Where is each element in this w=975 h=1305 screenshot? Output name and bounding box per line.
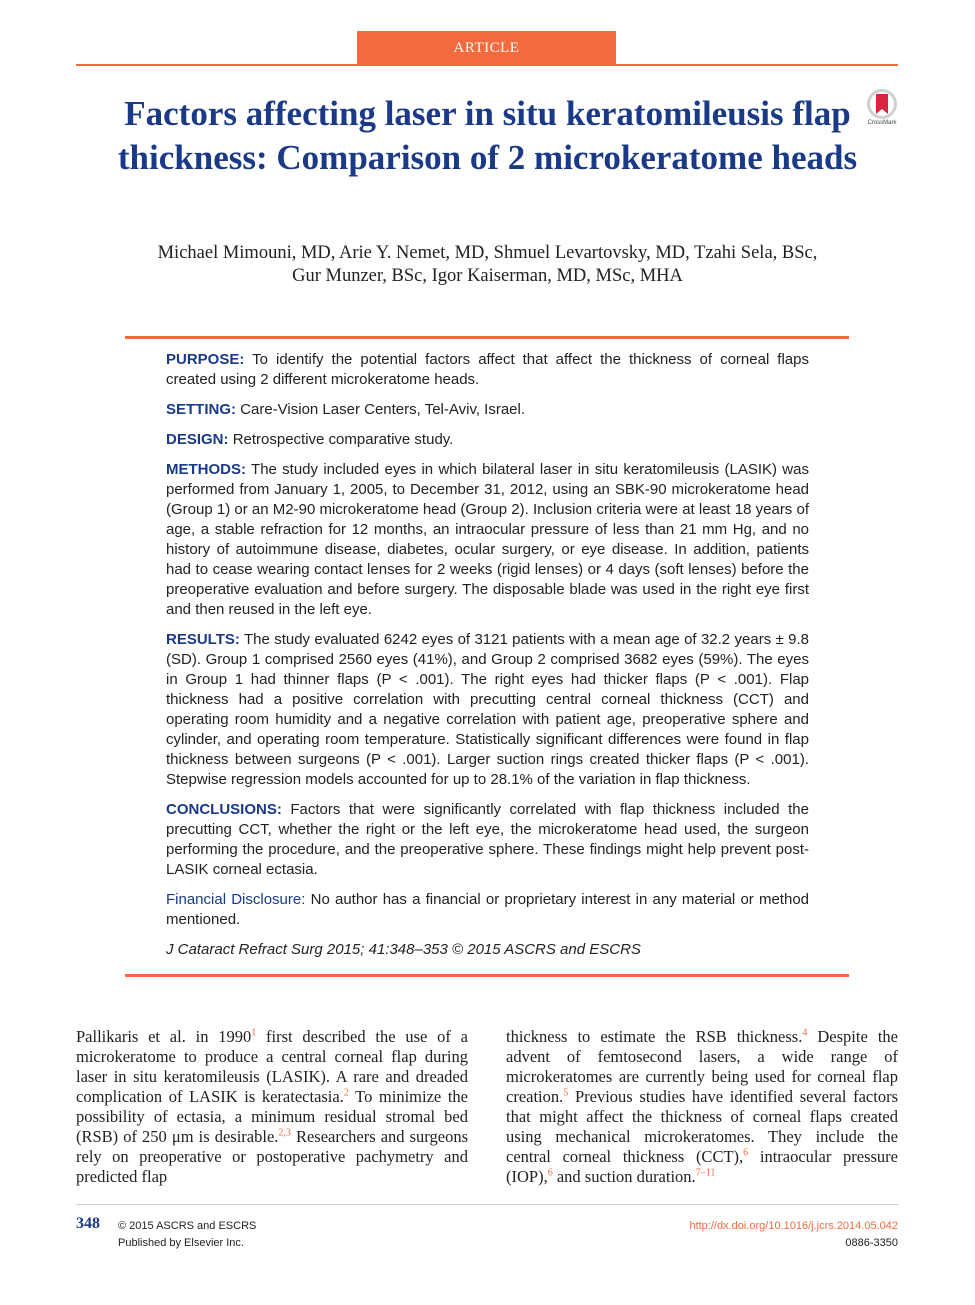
reference-link[interactable]: 1 bbox=[251, 1027, 257, 1039]
section-tab: ARTICLE bbox=[357, 31, 616, 64]
body-column-right bbox=[506, 1027, 898, 1187]
footer-issn: 0886-3350 bbox=[845, 1237, 898, 1249]
reference-link[interactable]: 6 bbox=[547, 1167, 553, 1179]
crossmark-label: CrossMark bbox=[867, 120, 897, 126]
abstract-setting: SETTING: Care-Vision Laser Centers, Tel-Aviv, Israel. bbox=[166, 401, 526, 418]
abstract-bottom-rule bbox=[125, 974, 849, 977]
reference-link[interactable]: 6 bbox=[743, 1147, 749, 1159]
reference-link[interactable]: 2 bbox=[343, 1087, 349, 1099]
footer-right bbox=[689, 1218, 898, 1252]
abstract-methods: METHODS: The study included eyes in which bilateral laser in situ keratomileusis (LASIK) was performed from January 1, 2005, to December 31, 2012, using an SBK-90 microkeratome head (Group 1) or an M2-90 microkeratome head (Group 2). Inclusion criteria were at least 18 years of age, a stable refraction for 12 months, an intraocular pressure of less than 21 mm Hg, and no history of autoimmune disease, diabetes, ocular surgery, or eye disease. In addition, patients had to cease wearing contact lenses for 2 weeks (rigid lenses) or 4 days (soft lenses) before the preoperative evaluation and before surgery. The disposable blade was used in the right eye first and then reused in the left eye. bbox=[166, 461, 809, 618]
header-rule bbox=[76, 64, 898, 66]
reference-link[interactable]: 5 bbox=[563, 1087, 569, 1099]
abstract bbox=[166, 350, 809, 970]
abstract-results: RESULTS: The study evaluated 6242 eyes of 3121 patients with a mean age of 32.2 years ± 9.8 (SD). Group 1 comprised 2560 eyes (41%), and Group 2 comprised 3682 eyes (59%). The eyes in Group 1 had thinner flaps (P < .001). The right eyes had thicker flaps (P < .001). Flap thickness had a positive correlation with precutting central corneal thickness (CCT) and operating room humidity and a negative correlation with patient age, preoperative sphere and cylinder, and operating room temperature. Statistically significant differences were found in flap thickness between surgeons (P < .001). Larger suction rings created thicker flaps (P < .001). Stepwise regression models accounted for up to 28.1% of the variation in flap thickness. bbox=[166, 631, 809, 788]
author-list bbox=[110, 242, 865, 288]
reference-link[interactable]: 4 bbox=[802, 1027, 808, 1039]
abstract-design: DESIGN: Retrospective comparative study. bbox=[166, 431, 454, 448]
crossmark-badge[interactable] bbox=[861, 88, 903, 128]
doi-link[interactable]: http://dx.doi.org/10.1016/j.jcrs.2014.05.042 bbox=[689, 1220, 898, 1232]
abstract-purpose: PURPOSE: To identify the potential factors affect that affect the thickness of corneal flaps created using 2 different microkeratome heads. bbox=[166, 351, 809, 388]
footer-left bbox=[118, 1218, 256, 1252]
article-title: Factors affecting laser in situ keratomileusis flap thickness: Comparison of 2 microkeratome heads bbox=[117, 94, 858, 177]
author-line-2: Gur Munzer, BSc, Igor Kaiserman, MD, MSc, MHA bbox=[292, 266, 683, 286]
footer-rule bbox=[76, 1204, 898, 1205]
abstract-financial-disclosure: Financial Disclosure: No author has a financial or proprietary interest in any material or method mentioned. bbox=[166, 891, 809, 928]
footer-publisher: Published by Elsevier Inc. bbox=[118, 1237, 244, 1249]
reference-link[interactable]: 7–11 bbox=[695, 1167, 716, 1179]
footer-copyright: © 2015 ASCRS and ESCRS bbox=[118, 1220, 257, 1232]
reference-link[interactable]: 2,3 bbox=[278, 1127, 291, 1139]
abstract-conclusions: CONCLUSIONS: Factors that were significantly correlated with flap thickness included the precutting CCT, whether the right or the left eye, the microkeratome head used, the surgeon performing the procedure, and the preoperative sphere. These findings might help prevent post-LASIK corneal ectasia. bbox=[166, 801, 809, 878]
page-number: 348 bbox=[76, 1215, 100, 1232]
body-column-left bbox=[76, 1027, 468, 1187]
crossmark-icon bbox=[866, 88, 898, 120]
citation: J Cataract Refract Surg 2015; 41:348–353 © 2015 ASCRS and ESCRS bbox=[166, 941, 641, 958]
author-line-1: Michael Mimouni, MD, Arie Y. Nemet, MD, Shmuel Levartovsky, MD, Tzahi Sela, BSc, bbox=[157, 243, 818, 263]
body-paragraph-left: Pallikaris et al. in 1990$^1$ first described the use of a microkeratome to produce a central corneal flap during laser in situ keratomileusis (LASIK). A rare and dreaded complication of LASIK is keratectasia.$^2$ To minimize the possibility of ectasia, a minimum residual stromal bed (RSB) of 250 μm is desirable.$^{2,3}$ Researchers and surgeons rely on preoperative or postoperative pachymetry and predicted flap bbox=[76, 1027, 468, 1186]
abstract-top-rule bbox=[125, 336, 849, 339]
body-paragraph-right: thickness to estimate the RSB thickness.$^4$ Despite the advent of femtosecond lasers, a wide range of microkeratomes are currently being used for corneal flap creation.$^5$ Previous studies have identified several factors that might affect the thickness of corneal flaps created using mechanical microkeratomes. They include the central corneal thickness (CCT),$^6$ intraocular pressure (IOP),$^6$ and suction duration.$^{7-11}$ bbox=[506, 1027, 898, 1186]
